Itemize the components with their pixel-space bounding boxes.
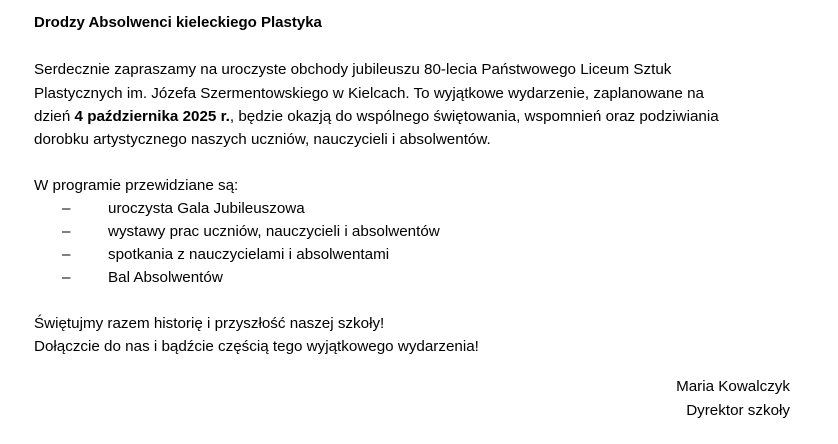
program-item-text: uroczysta Gala Jubileuszowa [108,200,305,217]
program-list-item [62,245,389,265]
greeting-heading: Drodzy Absolwenci kieleckiego Plastyka [34,14,322,31]
signature-name: Maria Kowalczyk [676,378,790,395]
signature-role: Dyrektor szkoły [686,402,790,419]
paragraph-line-2: Plastycznych im. Józefa Szermentowskiego w Kielcach. To wyjątkowe wydarzenie, zaplanowane na [34,85,704,102]
program-item-text: spotkania z nauczycielami i absolwentami [108,246,390,263]
program-intro: W programie przewidziane są: [34,177,239,194]
program-list-item [62,268,223,288]
paragraph-line-3-prefix: dzień [34,108,75,125]
dash-bullet-icon: – [62,223,71,240]
dash-bullet-icon: – [62,269,71,286]
event-date: 4 października 2025 r. [74,108,230,125]
program-list-item [62,222,440,242]
paragraph-line-4: dorobku artystycznego naszych uczniów, nauczycieli i absolwentów. [34,131,491,148]
paragraph-line-3-suffix: , będzie okazją do wspólnego świętowania, wspomnień oraz podziwiania [229,108,719,125]
program-list-item [62,199,305,219]
paragraph-line-3 [34,107,719,127]
program-item-text: Bal Absolwentów [108,269,223,286]
closing-line-1: Świętujmy razem historię i przyszłość naszej szkoły! [34,315,385,332]
program-item-text: wystawy prac uczniów, nauczycieli i absolwentów [108,223,440,240]
paragraph-line-1: Serdecznie zapraszamy na uroczyste obchody jubileuszu 80-lecia Państwowego Liceum Sztuk [34,61,672,78]
closing-line-2: Dołączcie do nas i bądźcie częścią tego wyjątkowego wydarzenia! [34,338,479,355]
dash-bullet-icon: – [62,200,71,217]
dash-bullet-icon: – [62,246,71,263]
